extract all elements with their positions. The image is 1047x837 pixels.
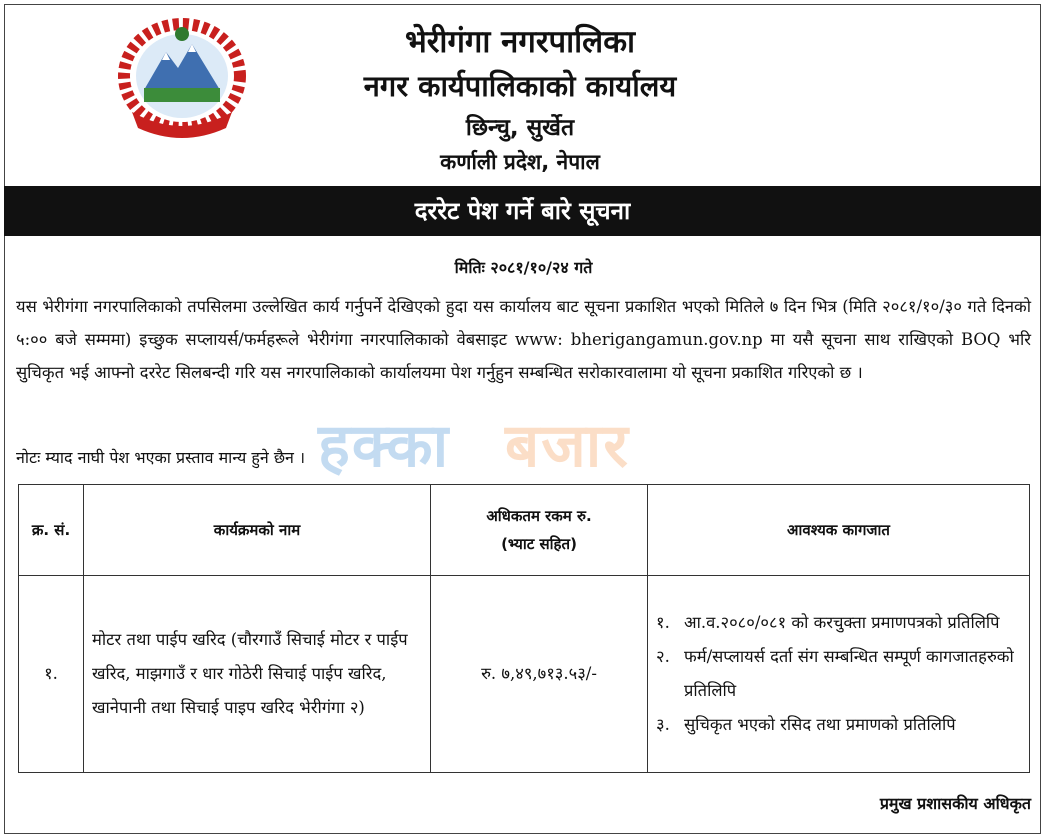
table-header-row [19,485,1030,576]
document-number: १. [656,613,670,632]
notice-note: नोटः म्याद नाघी पेश भएका प्रस्ताव मान्य हुने छैन । [16,448,306,467]
header-program: कार्यक्रमको नाम [84,485,431,576]
notice-date: मितिः २०८१/१०/२४ गते [454,258,593,277]
table-row [19,576,1030,773]
document-text: आ.व.२०८०/०८१ को करचुक्ता प्रमाणपत्रको प्रतिलिपि [684,613,1000,632]
row-amount: रु. ७,४९,७१३.५३/- [431,576,648,773]
notice-body: यस भेरीगंगा नगरपालिकाको तपसिलमा उल्लेखित कार्य गर्नुपर्ने देखिएको हुदा यस कार्यालय बाट सूचना प्रकाशित भएको मितिले ७ दिन भित्र (मिति २०८१/१०/३० गते दिनको ५:०० बजे सम्ममा) इच्छुक सप्लायर्स/फर्महरूले भेरीगंगा नगरपालिकाको वेबसाइट www: bherigangamun.gov.np मा यसै सूचना साथ राखिएको BOQ भरि सुचिकृत भई आफ्नो दररेट सिलबन्दी गरि यस नगरपालिकाको कार्यालयमा पेश गर्नुहुन सम्बन्धित सरोकारवालामा यो सूचना प्रकाशित गरिएको छ । [16,297,1031,382]
office-name: नगर कार्यपालिकाको कार्यालय [363,69,677,103]
nepal-emblem-icon [108,16,256,142]
signatory-title: प्रमुख प्रशासकीय अधिकृत [879,794,1031,813]
document-number: २. [656,647,670,666]
document-text: सुचिकृत भएको रसिद तथा प्रमाणको प्रतिलिपि [684,715,956,734]
document-text: फर्म/सप्लायर्स दर्ता संग सम्बन्धित सम्पूर्ण कागजातहरुको प्रतिलिपि [684,647,1014,700]
document-item [656,606,1021,640]
items-table [18,484,1030,773]
document-item [656,640,1021,708]
province-country: कर्णाली प्रदेश, नेपाल [440,150,600,174]
row-sn: १. [19,576,84,773]
watermark-part2: बजार [505,411,630,481]
org-name: भेरीगंगा नगरपालिका [404,24,636,60]
documents-list [656,606,1021,742]
office-location: छिन्चु, सुर्खेत [465,115,575,141]
row-program: मोटर तथा पाईप खरिद (चौरगाउँ सिचाई मोटर र पाईप खरिद, माझगाउँ र धार गोठेरी सिचाई पाईप खरिद, खानेपानी तथा सिचाई पाइप खरिद भेरीगंगा २) [84,576,431,773]
header-amount-line1: अधिकतम रकम रु. [486,507,592,525]
header-documents: आवश्यक कागजात [648,485,1030,576]
notice-title: दररेट पेश गर्ने बारे सूचना [4,186,1041,236]
row-documents [648,576,1030,773]
document-item [656,708,1021,742]
document-number: ३. [656,715,670,734]
header-amount-line2: (भ्याट सहित) [501,535,577,553]
watermark-part1: हक्का [318,411,451,481]
header-sn: क्र. सं. [19,485,84,576]
header-amount [431,485,648,576]
